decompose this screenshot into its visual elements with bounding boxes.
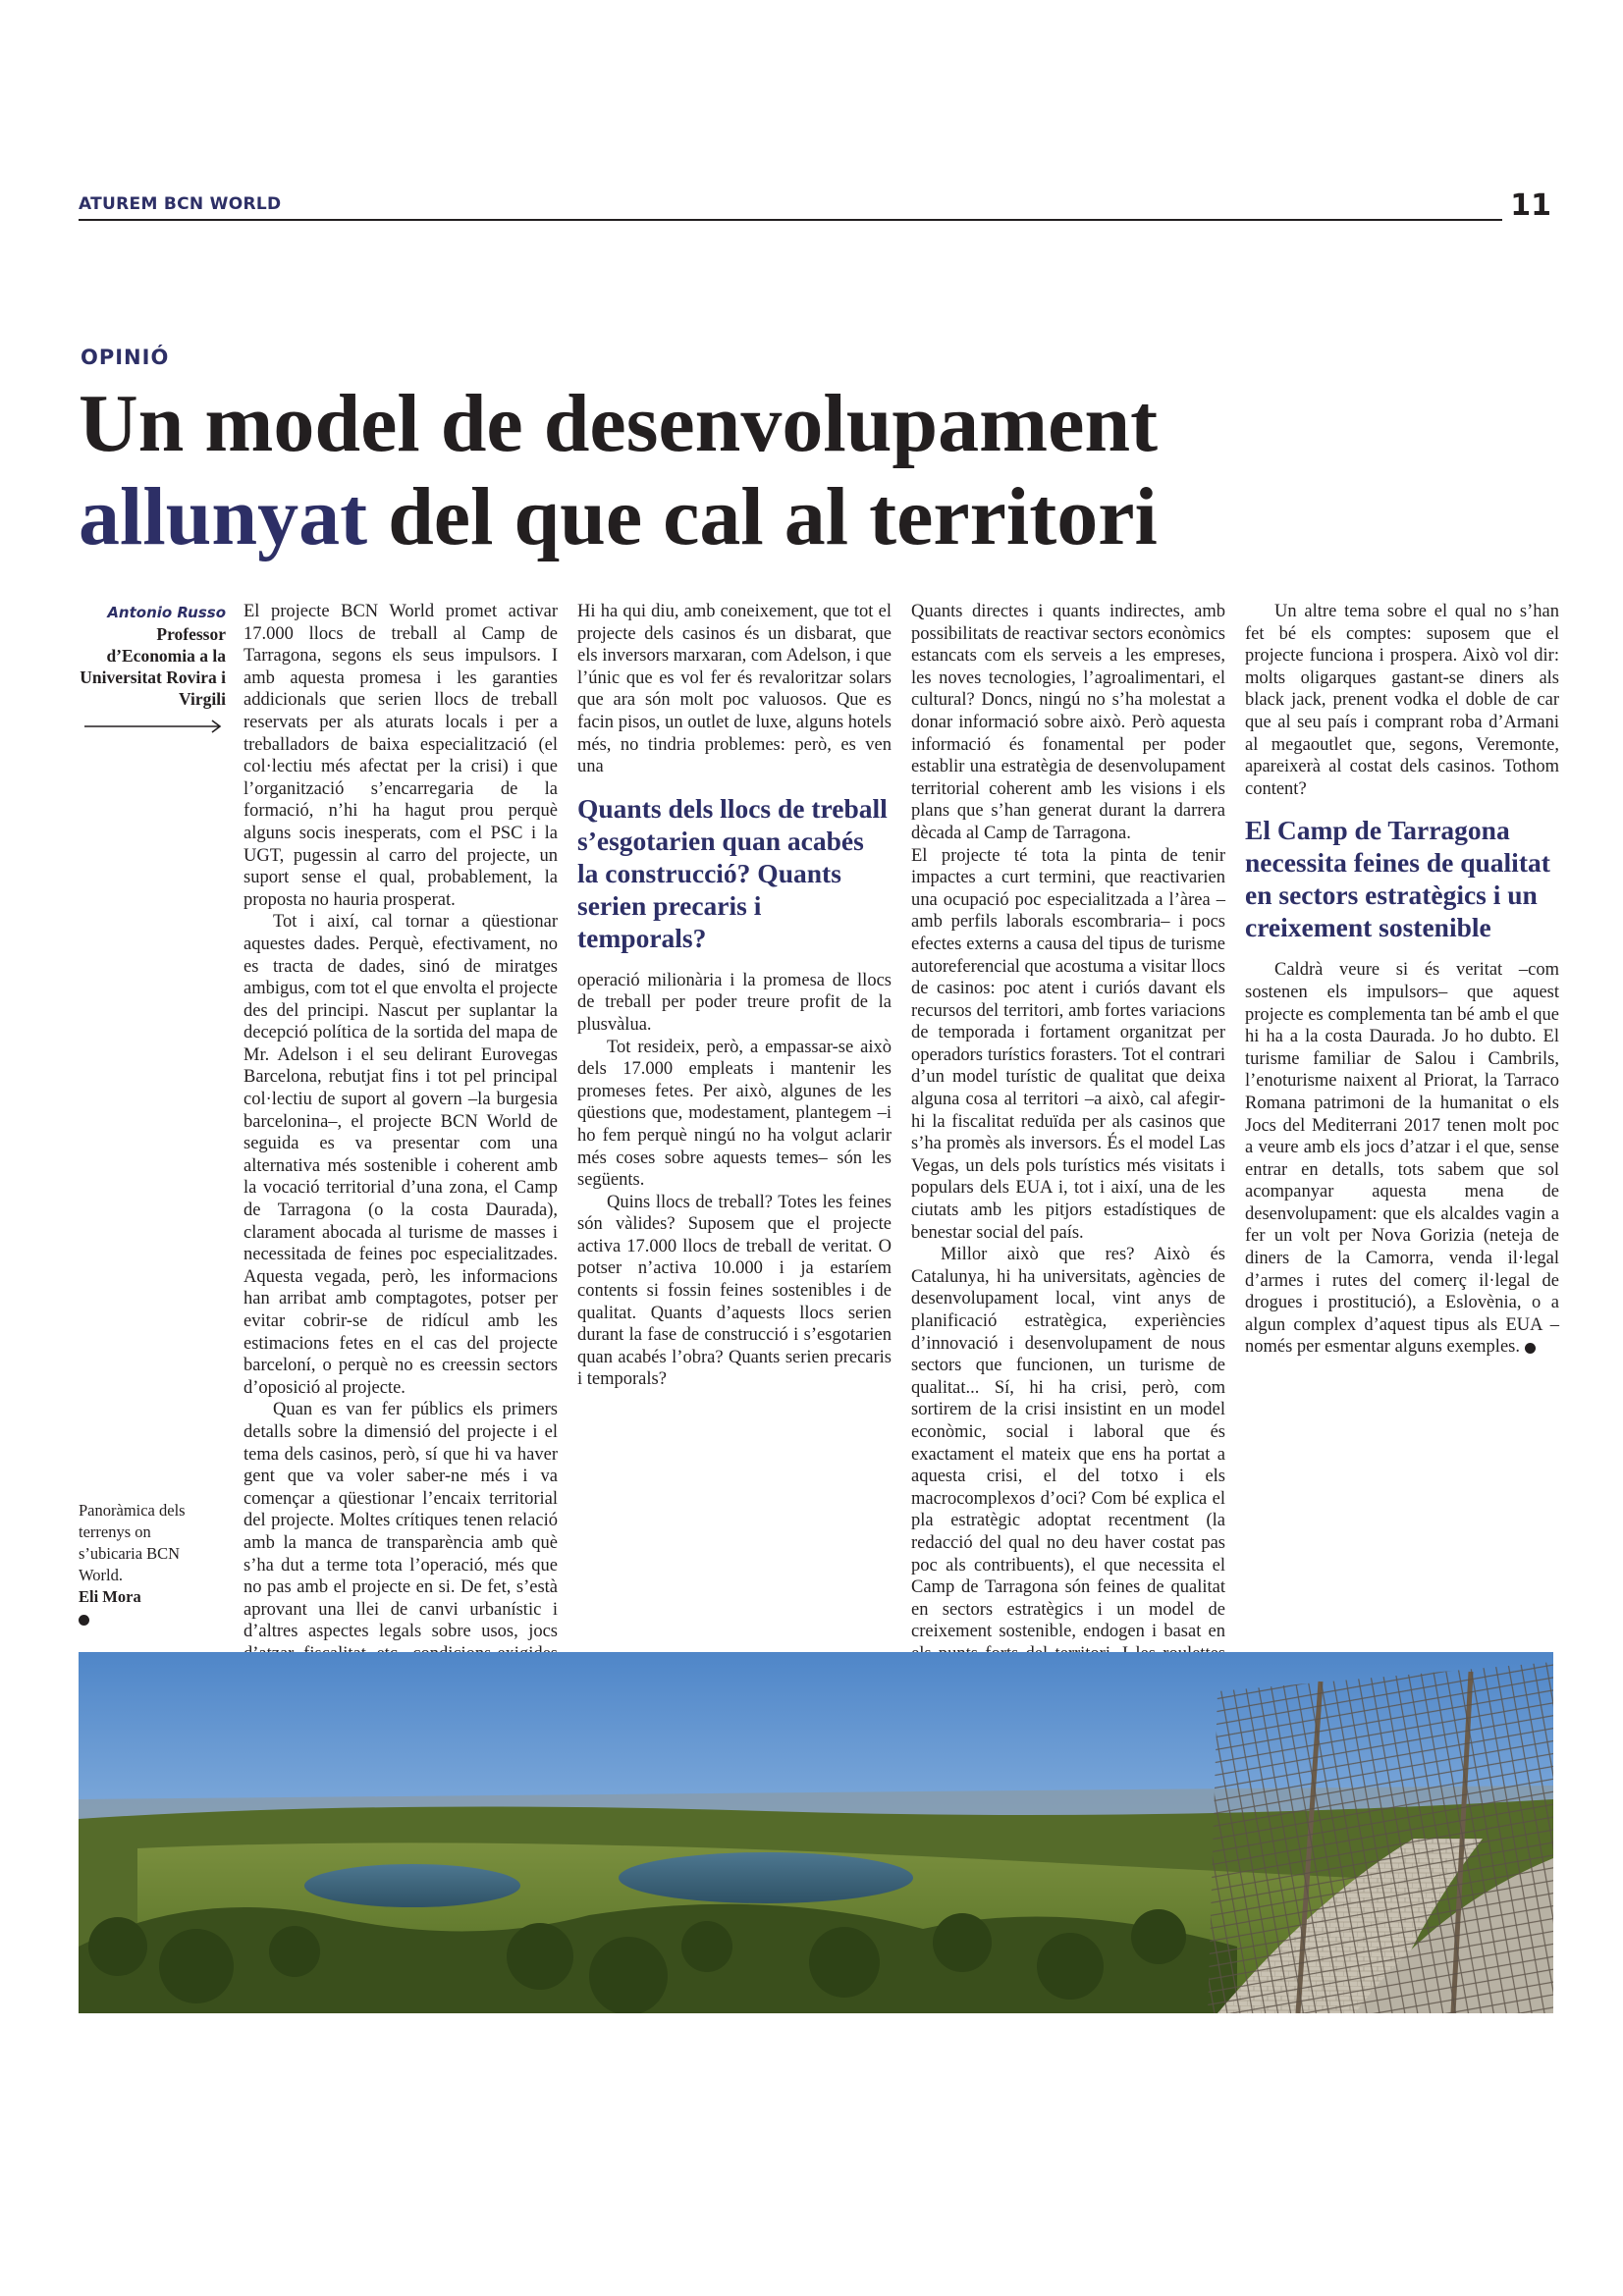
paragraph: Millor això que res? Això és Catalunya, hi ha universitats, agències de desenvolupament local, vint anys de planificació estratègica, experiències d’innovació i desenvolupament de nous sectors que funcionen, un turisme de qualitat... Sí, hi ha crisi, però, com sortirem de la crisi insistint en un model econòmic, social i laboral que és exactament el mateix que ens ha portat a aquesta crisi, el del totxo i els macrocomplexos d’oci? Com bé explica el pla estratègic adoptat recentment (la redacció del qual no deu haver costat pas poc als contribuents), el que necessita el Camp de Tarragona són feines de qualitat en sectors estratègics i un model de creixement sostenible, endogen i basat en	[911, 1245, 1225, 1642]
header-rule	[79, 219, 1502, 221]
subheading: Quants dels llocs de treball s’esgotarien quan acabés la construcció? Quants serien precaris i temporals?	[577, 792, 888, 953]
fence	[1208, 1662, 1553, 2013]
paragraph-text: Caldrà veure si és veritat –com sostenen els impulsors– que aquest projecte es complementa tan bé amb el que hi ha a la costa Daurada. Jo ho dubto. El turisme familiar de Salou i Cambrils, l’enoturisme naixent al Priorat, la Tarraco Romana patrimoni de la humanitat o els Jocs del Mediterrani 2017 tenen molt poc a veure amb els jocs d’atzar i el que, sense entrar en detalls, tots sabem que sol acompanyar aquesta mena de desenvolupament: que els alcaldes vagin a fer un volt per Nova Gorizia (neteja de diners de la Camorra, venda il·legal d’armes i rutes del comerç il·legal de drogues i prostitució), a Eslovènia, o a algun complex d’aquest tipus als EUA –només per esmentar alguns exemples.	[1245, 960, 1559, 1358]
paragraph: El projecte BCN World promet activar 17.000 llocs de treball al Camp de Tarragona, segons els seus impulsors. I amb aquesta promesa i les garanties addicionals que serien llocs de treball reservats per als aturats locals i per a treballadors de baixa especialització (el col·lectiu més afectat per la crisi) i que l’organització s’encarregaria de la formació, n’hi ha hagut prou perquè alguns socis inesperats, com el PSC i la UGT, pugessin al carro del projecte, un suport sense el qual, probablement, la proposta no hauria prosperat.	[243, 602, 558, 910]
paragraph: Quants directes i quants indirectes, amb possibilitats de reactivar sectors econòmics estancats com els serveis a les empreses, les noves tecnologies, l’agroalimentari, el cultural? Doncs, ningú no s’ha molestat a donar informació sobre això. Però aquesta informació és fonamental per poder establir una estratègia de desenvolupament territorial coherent amb les visions i els plans que s’han generat durant la darrera dècada al Camp de Tarragona.	[911, 602, 1225, 843]
paragraph: Un altre tema sobre el qual no s’han fet bé els comptes: suposem que el projecte funciona i prospera. Això vol dir: molts oligarques gastant-se diners als black jack, prenent vodka el doble de car que al seu país i comprant roba d’Armani al megaoutlet que, segons, Veremonte, apareixerà al costat dels casinos. Tothom content?	[1245, 602, 1559, 799]
headline	[79, 377, 1551, 563]
panorama-illustration	[79, 1652, 1553, 2013]
headline-line1: Un model de desenvolupament	[79, 378, 1159, 469]
paragraph: Hi ha qui diu, amb coneixement, que tot el projecte dels casinos és un disbarat, que els inversors marxaran, com Adelson, i que l’únic que es vol fer és revaloritzar solars que ara són molt poc valuosos. Que es facin pisos, un outlet de luxe, alguns hotels més, no tindria problemes: però, es ven una	[577, 602, 892, 777]
paragraph	[1245, 959, 1559, 1359]
kicker: OPINIÓ	[81, 346, 170, 369]
article-column-2	[577, 601, 892, 1391]
byline	[79, 602, 226, 710]
lake	[304, 1864, 520, 1907]
paragraph: El projecte té tota la pinta de tenir impactes a curt termini, que reactivarien una ocupació poc especialitzada a l’àrea –amb perfils laborals escombraria– i pocs efectes externs a causa del tipus de turisme autoreferencial que acostuma a visitar llocs de casinos: poc atent i curiós davant els recursos del territori, amb fortes variacions de temporada i fortament organitzat per operadors turístics forasters. Tot el contrari d’un model turístic de qualitat que deixa alguna cosa al territori –a això, cal afegir-hi la fiscalitat reduïda per als casinos que s’ha promès als inversors. És el model Las Vegas, un dels pols turístics més visitats i populars dels EUA i, tot i així, una de les ciutats amb les pitjors estadístiques de benestar social del país.	[911, 845, 1226, 1243]
paragraph: operació milionària i la promesa de llocs de treball per poder treure profit de la plusvàlua.	[577, 970, 892, 1035]
author-name: Antonio Russo	[107, 604, 226, 621]
lake	[619, 1852, 913, 1903]
author-role: Professor d’Economia a la Universitat Rovira i Virgili	[80, 624, 226, 709]
page-header	[79, 188, 1551, 226]
page-number: 11	[1510, 188, 1551, 223]
paragraph: Quan es van fer públics els primers detalls sobre la dimensió del projecte i el tema dels casinos, però, sí que hi va haver gent que va voler saber-ne més i va començar a qüestionar l’encaix territorial del projecte. Moltes crítiques tenen relació amb la manca de transparència amb què s’ha dut a terme tota l’operació, més que no pas amb el projecte en si. De fet, s’està aprovant una llei de canvi urbanístic i d’altres aspectes legals sobre usos, jocs	[243, 1400, 558, 1642]
paragraph: Tot i així, cal tornar a qüestionar aquestes dades. Perquè, efectivament, no es tracta de dades, sinó de miratges ambigus, com tot el que envolta el projecte des del principi. Nascut per suplantar la decepció política de la sortida del mapa de Mr. Adelson i el seu delirant Eurovegas Barcelona, rebutjat fins i tot pel principal col·lectiu de suport al govern –la burgesia barcelonina–, el projecte BCN World de seguida es va presentar com una alternativa més sostenible i coherent amb la vocació territorial d’una zona, el Camp de Tarragona (o la costa Daurada), clarament abocada al turisme de masses i necessitada de feines poc especialitzades. Aquesta vegada, però, les informacions han arribat amb comptagotes, potser per evitar cobrir-se de ridícul amb les estimacions fetes en el cas del projecte barceloní, o perquè no es creessin sectors d’oposició al projecte.	[243, 912, 558, 1398]
caption-text: Panoràmica dels terrenys on s’ubicaria BCN World.	[79, 1501, 186, 1584]
paragraph: Quins llocs de treball? Totes les feines són vàlides? Suposem que el projecte activa 17.000 llocs de treball de veritat. O potser n’activa 10.000 i ja estaríem contents si fossin feines sostenibles i de qualitat. Quants d’aquests llocs serien durant la fase de construcció i s’esgotarien quan acabés l’obra? Quants serien precaris i temporals?	[577, 1192, 892, 1390]
article-column-1	[243, 601, 558, 1732]
headline-rest: del que cal al territori	[367, 471, 1158, 562]
caption-credit: Eli Mora	[79, 1587, 141, 1606]
headline-accent: allunyat	[79, 471, 368, 562]
end-mark-icon	[1525, 1343, 1536, 1354]
subheading: El Camp de Tarragona necessita feines de qualitat en sectors estratègics i un creixement sostenible	[1245, 815, 1550, 943]
arrow-right-icon	[84, 720, 226, 733]
article-column-4	[1245, 601, 1559, 1359]
panorama-photo	[79, 1652, 1553, 2013]
paragraph: Tot resideix, però, a empassar-se això dels 17.000 empleats i mantenir les promeses fetes. Per això, algunes de les qüestions que, modestament, plantegem –i ho fem perquè ningú no ha volgut aclarir més coses sobre aquests temes– són les següents.	[577, 1037, 892, 1191]
end-mark-icon	[79, 1615, 89, 1626]
photo-caption	[79, 1500, 206, 1629]
section-label: ATUREM BCN WORLD	[79, 194, 282, 214]
article-column-3	[911, 601, 1225, 1687]
